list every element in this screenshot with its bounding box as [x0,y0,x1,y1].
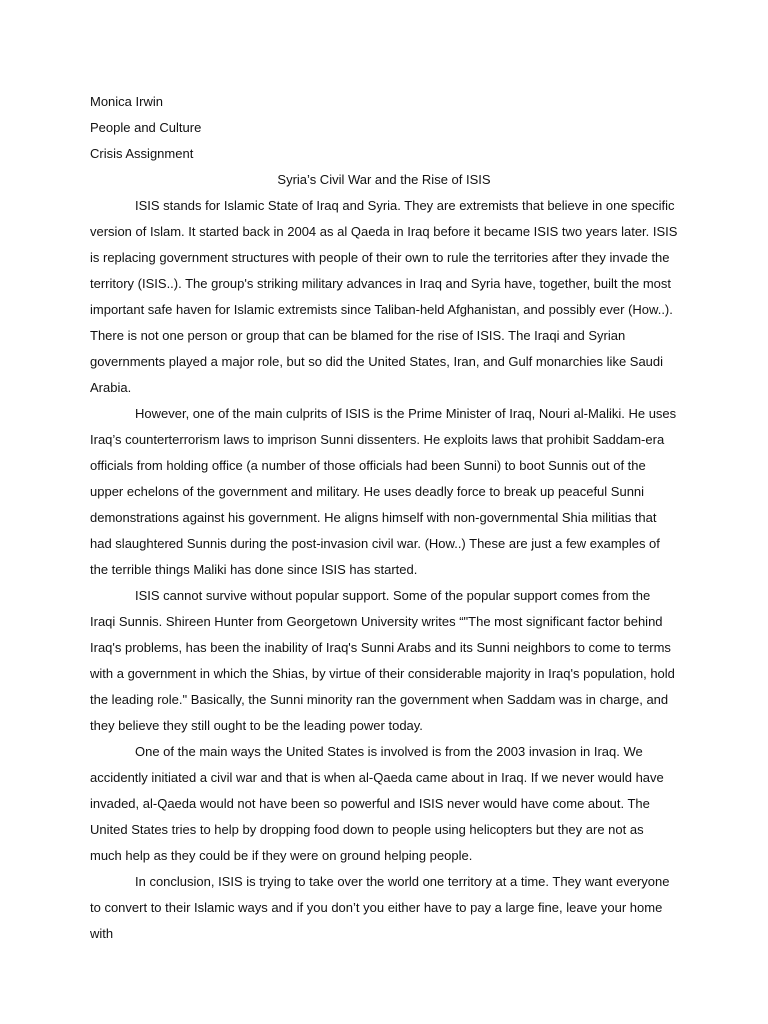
assignment-name: Crisis Assignment [90,146,194,161]
author-name: Monica Irwin [90,94,163,109]
essay-title: Syria’s Civil War and the Rise of ISIS [277,172,491,187]
paragraph-united-states: One of the main ways the United States is involved is from the 2003 invasion in Iraq. We accidently initiated a civil war and that is when al-Qaeda came about in Iraq. If we never would have invaded, al-Qaeda would not have been so powerful and ISIS never would have come about. The United States tries to help by dropping food down to people using helicopters but they are not as much help as they could be if they were on ground helping people. [90,744,664,863]
paragraph-intro: ISIS stands for Islamic State of Iraq and Syria. They are extremists that believe in one specific version of Islam. It started back in 2004 as al Qaeda in Iraq before it became ISIS two years later. ISIS is replacing government structures with people of their own to rule the territories after they invade the territory (ISIS..). The group's striking military advances in Iraq and Syria have, together, built the most important safe haven for Islamic extremists since Taliban-held Afghanistan, and possibly ever (How..). There is not one person or group that can be blamed for the rise of ISIS. The Iraqi and Syrian governments played a major role, but so did the United States, Iran, and Gulf monarchies like Saudi Arabia. [90,198,678,395]
paragraph-popular-support: ISIS cannot survive without popular support. Some of the popular support comes from the Iraqi Sunnis. Shireen Hunter from Georgetown University writes “"The most significant factor behind Iraq's problems, has been the inability of Iraq's Sunni Arabs and its Sunni neighbors to come to terms with a government in which the Shias, by virtue of their considerable majority in Iraq's population, hold the leading role." Basically, the Sunni minority ran the government when Saddam was in charge, and they believe they still ought to be the leading power today. [90,588,675,733]
paragraph-maliki: However, one of the main culprits of ISIS is the Prime Minister of Iraq, Nouri al-Maliki. He uses Iraq’s counterterrorism laws to imprison Sunni dissenters. He exploits laws that prohibit Saddam-era officials from holding office (a number of those officials had been Sunni) to boot Sunnis out of the upper echelons of the government and military. He uses deadly force to break up peaceful Sunni demonstrations against his government. He aligns himself with non-governmental Shia militias that had slaughtered Sunnis during the post-invasion civil war. (How..) These are just a few examples of the terrible things Maliki has done since ISIS has started. [90,406,677,577]
course-name: People and Culture [90,120,202,135]
document-body [90,89,678,947]
paragraph-conclusion: In conclusion, ISIS is trying to take over the world one territory at a time. They want everyone to convert to their Islamic ways and if you don’t you either have to pay a large fine, leave your home with [90,874,670,941]
